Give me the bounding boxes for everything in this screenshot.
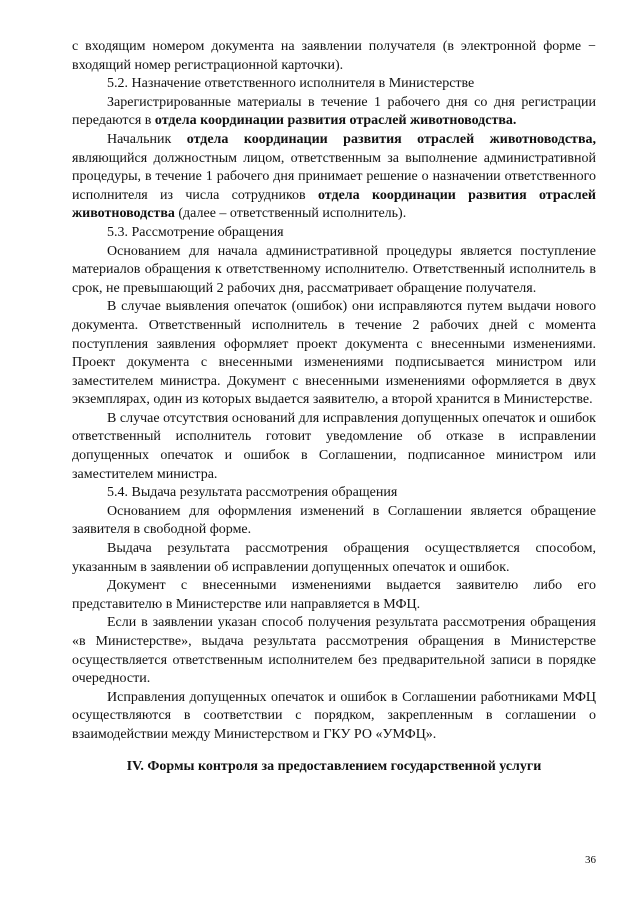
bold-text: отдела координации развития отраслей животноводства. (154, 113, 517, 129)
paragraph (72, 484, 596, 503)
text-run: Документ с внесенными изменениями выдается заявителю либо его представителю в Министерстве или направляется в МФЦ. (72, 578, 596, 612)
paragraph (72, 224, 596, 243)
bold-text: отдела координации развития отраслей животноводства (72, 187, 596, 222)
paragraph (72, 38, 596, 75)
paragraph (72, 94, 596, 131)
text-run: Начальник (107, 131, 187, 147)
text-run: Выдача результата рассмотрения обращения осуществляется способом, указанным в заявлении об исправлении допущенных опечаток и ошибок. (72, 541, 596, 575)
page-number: 36 (585, 854, 596, 866)
paragraph (72, 540, 596, 577)
text-run: являющийся должностным лицом, ответственным за выполнение административной процедуры, в течение 1 рабочего дня принимает решение о назначении ответственного исполнителя из числа сотрудников (72, 150, 596, 203)
paragraph (72, 243, 596, 299)
page-body (72, 38, 596, 745)
text-run: Основанием для оформления изменений в Соглашении является обращение заявителя в свободной форме. (72, 503, 596, 538)
text-run: 5.4. Выдача результата рассмотрения обращения (107, 485, 398, 501)
paragraph (72, 503, 596, 540)
text-run: 5.3. Рассмотрение обращения (107, 224, 284, 240)
text-run: 5.2. Назначение ответственного исполнителя в Министерстве (107, 76, 475, 92)
paragraph (72, 410, 596, 484)
text-run: В случае выявления опечаток (ошибок) они исправляются путем выдачи нового документа. Ответственный исполнитель в течение 2 рабочих дней с момента поступления заявления оформляет проект документа с внесенными изменениями. Проект документа с внесенными изменениями подписывается министром или заместителем министра. Документ с внесенными изменениями оформляется в двух экземплярах, один из которых выдается заявителю, а второй хранится в Министерстве. (72, 299, 596, 408)
bold-text: отдела координации развития отраслей животноводства, (186, 131, 596, 147)
paragraph (72, 577, 596, 614)
text-run: Зарегистрированные материалы в течение 1 рабочего дня со дня регистрации передаются в (72, 94, 596, 129)
paragraph (72, 131, 596, 224)
section-heading: IV. Формы контроля за предоставлением государственной услуги (126, 759, 542, 774)
text-run: Если в заявлении указан способ получения результата рассмотрения обращения «в Министерстве», выдача результата рассмотрения обращения в Министерстве осуществляется ответственным исполнителем без предварительной записи в порядке очередности. (72, 615, 596, 687)
text-run: с входящим номером документа на заявлении получателя (в электронной форме − входящий номер регистрационной карточки). (72, 39, 596, 73)
paragraph (72, 689, 596, 745)
paragraph (72, 298, 596, 410)
text-run: (далее – ответственный исполнитель). (174, 206, 407, 222)
text-run: Основанием для начала административной процедуры является поступление материалов обращения к ответственному исполнителю. Ответственный исполнитель в срок, не превышающий 2 рабочих дня, рассматривает обращение получателя. (72, 243, 596, 296)
paragraph (72, 614, 596, 688)
paragraph (72, 75, 596, 94)
text-run: В случае отсутствия оснований для исправления допущенных опечаток и ошибок ответственный исполнитель готовит уведомление об отказе в исправлении допущенных опечаток и ошибок в Соглашении, подписанное министром или заместителем министра. (72, 410, 596, 482)
text-run: Исправления допущенных опечаток и ошибок в Соглашении работниками МФЦ осуществляются в соответствии с порядком, закрепленным в соглашении о взаимодействии между Министерством и ГКУ РО «УМФЦ». (72, 689, 596, 742)
